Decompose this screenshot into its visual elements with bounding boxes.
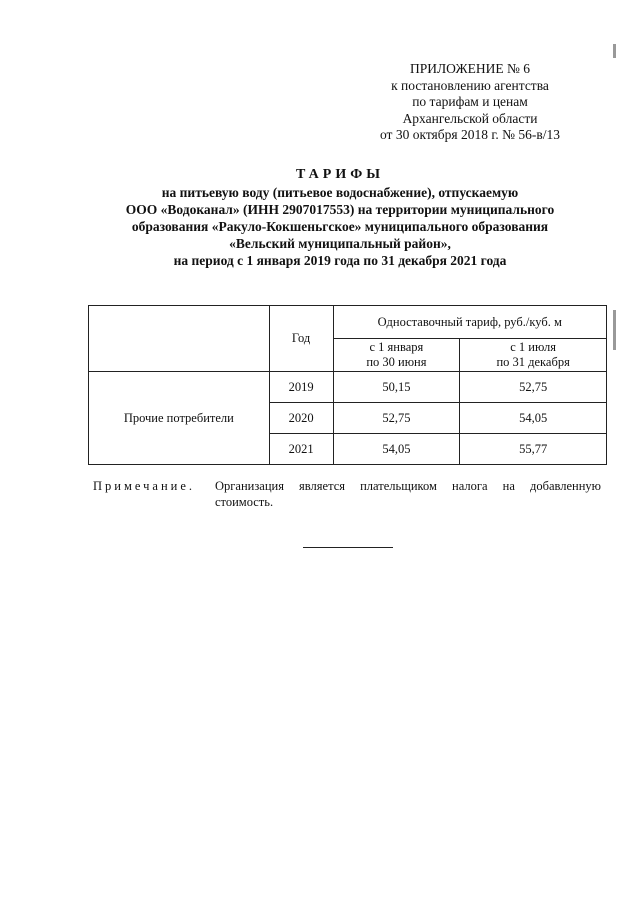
appendix-header — [360, 61, 580, 144]
title-line-1: на питьевую воду (питьевое водоснабжение), отпускаемую — [161, 185, 519, 200]
table-header-row — [89, 306, 607, 339]
tariff-first-half-cell: 52,75 — [333, 403, 460, 434]
appendix-number: ПРИЛОЖЕНИЕ № 6 — [409, 61, 531, 76]
tariff-second-half-cell: 54,05 — [460, 403, 607, 434]
appendix-line-4: Архангельской области — [402, 110, 538, 126]
header-empty-cell — [89, 306, 270, 372]
title-line-5: на период с 1 января 2019 года по 31 декабря 2021 года — [173, 253, 507, 268]
note-label: Примечание. — [93, 479, 196, 493]
table-row — [89, 372, 607, 403]
document-title — [88, 166, 592, 269]
year-cell: 2019 — [269, 372, 333, 403]
scan-edge-mark — [613, 44, 616, 58]
note-text — [215, 478, 601, 510]
title-line-2: ООО «Водоканал» (ИНН 2907017553) на территории муниципального — [125, 202, 555, 217]
tariff-first-half-cell: 50,15 — [333, 372, 460, 403]
consumer-category: Прочие потребители — [89, 372, 270, 465]
subheader-first-half-line-1: с 1 января — [369, 340, 424, 354]
tariff-second-half-cell: 55,77 — [460, 434, 607, 465]
tariff-table — [88, 305, 607, 465]
note-text-line-2: стоимость. — [215, 495, 274, 509]
header-tariff: Одноставочный тариф, руб./куб. м — [333, 306, 606, 339]
title-heading: ТАРИФЫ — [296, 167, 384, 182]
subheader-second-half-line-2: по 31 декабря — [496, 355, 570, 369]
closing-separator-line — [303, 547, 393, 548]
header-year: Год — [269, 306, 333, 372]
year-cell: 2020 — [269, 403, 333, 434]
title-line-3: образования «Ракуло-Кокшеньгское» муниципального образования — [131, 219, 549, 234]
tariff-second-half-cell: 52,75 — [460, 372, 607, 403]
title-line-4: «Вельский муниципальный район», — [229, 236, 451, 251]
appendix-date: от 30 октября 2018 г. № 56-в/13 — [379, 127, 560, 142]
subheader-second-half-line-1: с 1 июля — [510, 340, 557, 354]
subheader-first-half-line-2: по 30 июня — [366, 355, 427, 369]
note-text-line-1: Организация является плательщиком налога на добавленную — [215, 479, 601, 493]
subheader-second-half — [460, 339, 607, 372]
appendix-line-3: по тарифам и ценам — [412, 94, 528, 109]
scan-edge-mark — [613, 310, 616, 350]
year-cell: 2021 — [269, 434, 333, 465]
appendix-line-2: к постановлению агентства — [391, 77, 549, 93]
tariff-first-half-cell: 54,05 — [333, 434, 460, 465]
subheader-first-half — [333, 339, 460, 372]
